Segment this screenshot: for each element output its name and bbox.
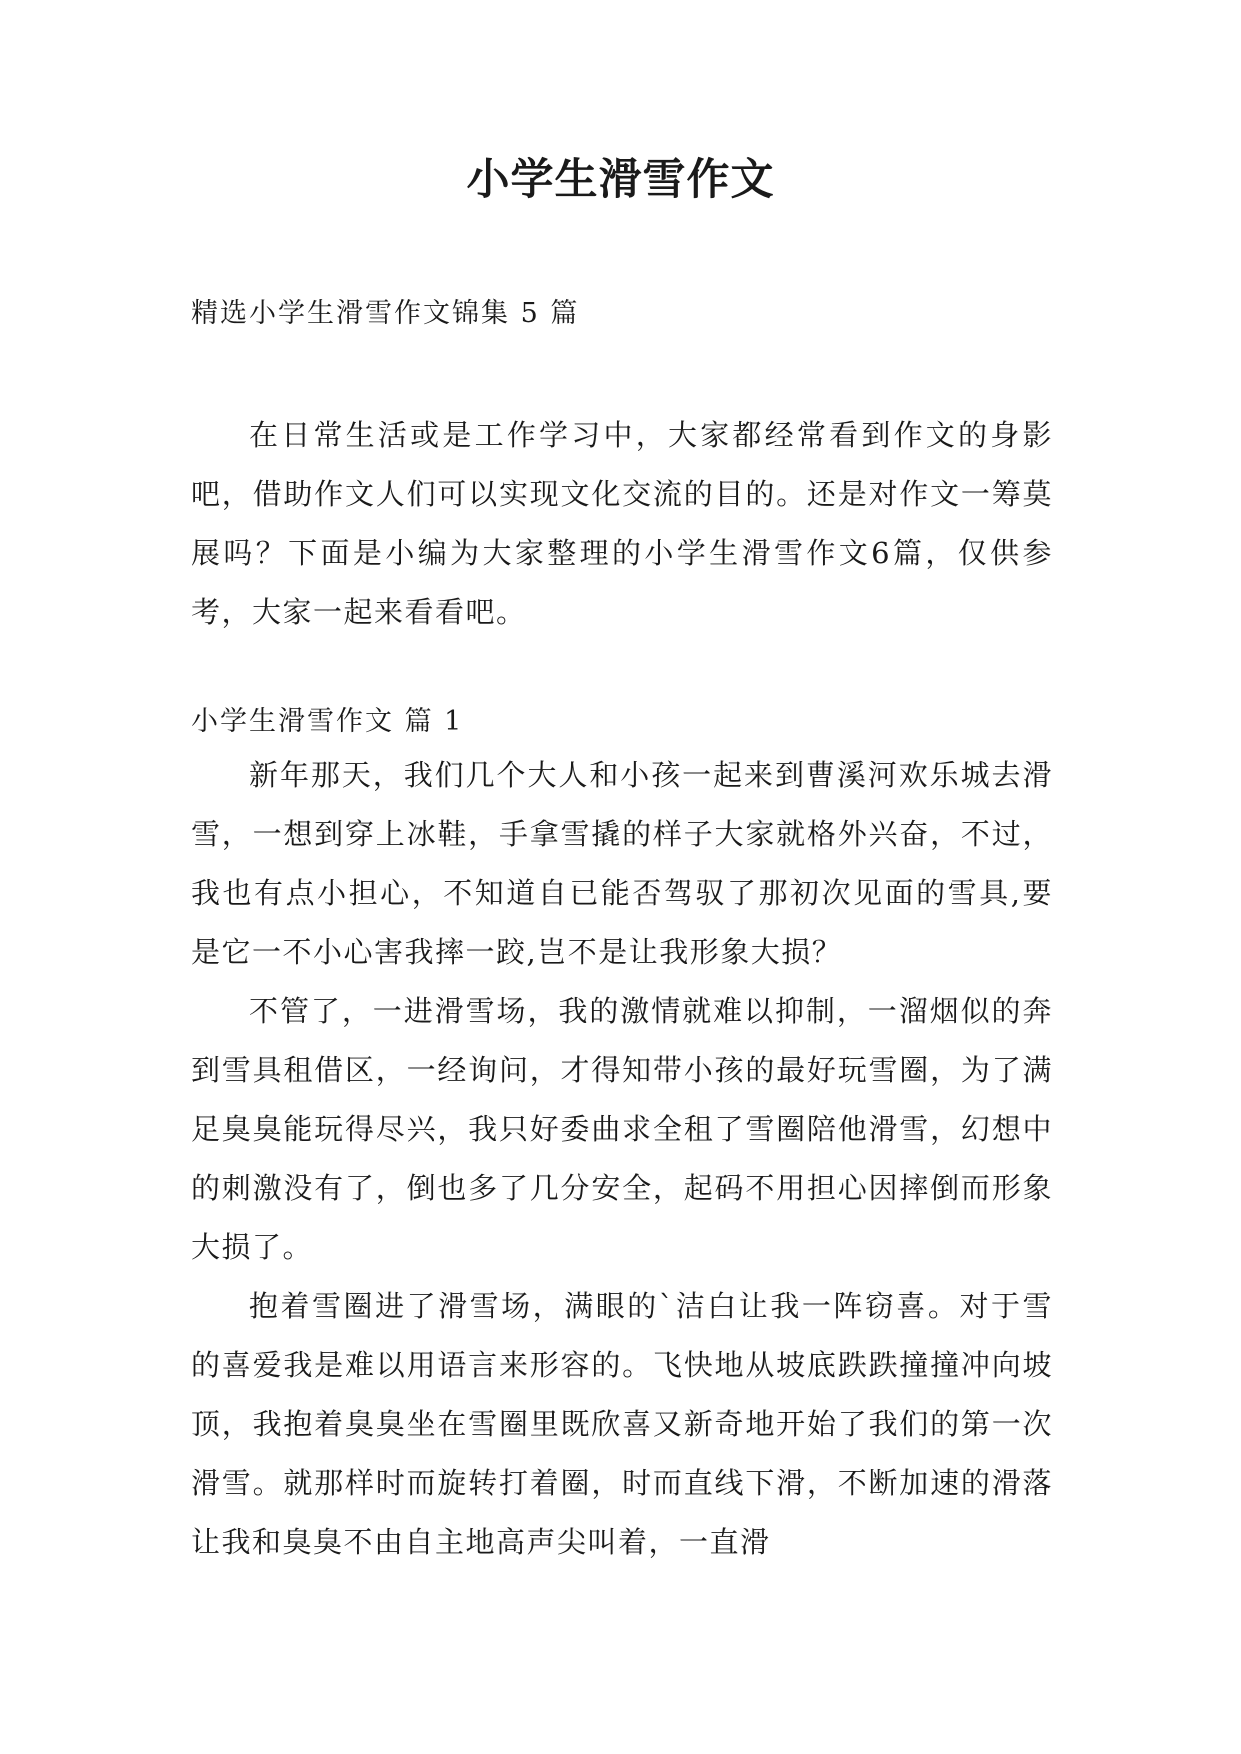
- intro-paragraph: 在日常生活或是工作学习中，大家都经常看到作文的身影吧，借助作文人们可以实现文化交流的目的。还是对作文一筹莫展吗？下面是小编为大家整理的小学生滑雪作文6篇，仅供参考，大家一起来看看吧。: [191, 418, 1053, 629]
- essay-paragraph: 抱着雪圈进了滑雪场，满眼的`洁白让我一阵窃喜。对于雪的喜爱我是难以用语言来形容的。飞快地从坡底跌跌撞撞冲向坡顶，我抱着臭臭坐在雪圈里既欣喜又新奇地开始了我们的第一次滑雪。就那样时而旋转打着圈，时而直线下滑，不断加速的滑落让我和臭臭不由自主地高声尖叫着，一直滑: [191, 1289, 1053, 1559]
- intro-block: [191, 406, 1053, 642]
- section-heading: 小学生滑雪作文 篇 1: [191, 706, 464, 737]
- essay-paragraph: 不管了，一进滑雪场，我的激情就难以抑制，一溜烟似的奔到雪具租借区，一经询问，才得知带小孩的最好玩雪圈，为了满足臭臭能玩得尽兴，我只好委曲求全租了雪圈陪他滑雪，幻想中的刺激没有了，倒也多了几分安全，起码不用担心因摔倒而形象大损了。: [191, 994, 1053, 1264]
- document-subtitle: 精选小学生滑雪作文锦集 5 篇: [191, 298, 580, 329]
- essay-body: [191, 746, 1053, 1572]
- document-title: 小学生滑雪作文: [466, 155, 775, 205]
- essay-paragraph: 新年那天，我们几个大人和小孩一起来到曹溪河欢乐城去滑雪，一想到穿上冰鞋，手拿雪撬的样子大家就格外兴奋，不过，我也有点小担心，不知道自已能否驾驭了那初次见面的雪具,要是它一不小心害我摔一跤,岂不是让我形象大损？: [191, 758, 1053, 969]
